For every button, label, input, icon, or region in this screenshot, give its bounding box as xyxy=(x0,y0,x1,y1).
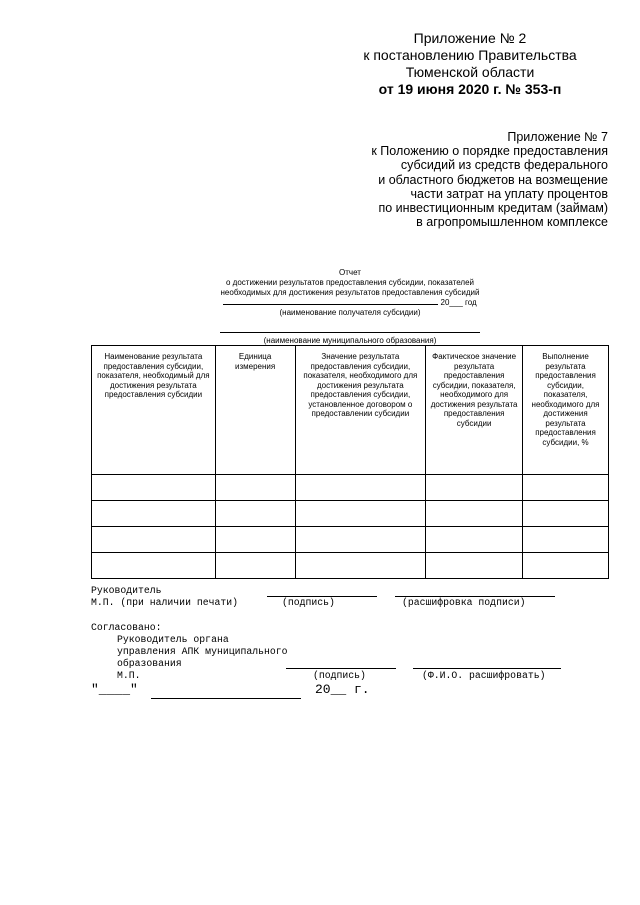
recipient-caption: (наименование получателя субсидии) xyxy=(279,308,421,317)
approval-date-open: "____" xyxy=(91,682,138,697)
appendix-7-line-5: части затрат на уплату процентов xyxy=(410,186,608,201)
table-cell[interactable] xyxy=(295,475,426,501)
appendix-7-line-4: и областного бюджетов на возмещение xyxy=(378,172,608,187)
table-cell[interactable] xyxy=(215,527,295,553)
report-subtitle-1: о достижении результатов предоставления субсидии, показателей xyxy=(225,278,474,287)
header-target-value: Значение результата предоставления субсидии, показателя, необходимого для достижения результата предоставления субсидии, установленное договором о предоставлении субсидии xyxy=(295,346,426,475)
approval-sign-line[interactable] xyxy=(286,668,396,669)
appendix-7-line-7: в агропромышленном комплексе xyxy=(416,215,608,230)
approval-line-1: Руководитель органа xyxy=(117,634,229,645)
approval-stamp: М.П. xyxy=(117,670,141,681)
table-cell[interactable] xyxy=(295,501,426,527)
approval-line-3: образования xyxy=(117,658,182,669)
appendix-2-date-line: от 19 июня 2020 г. № 353-п xyxy=(378,81,562,97)
table-cell[interactable] xyxy=(92,527,216,553)
table-cell[interactable] xyxy=(92,501,216,527)
table-cell[interactable] xyxy=(215,553,295,579)
head-stamp-label: М.П. (при наличии печати) xyxy=(91,597,238,608)
appendix-7-line-6: по инвестиционным кредитам (займам) xyxy=(378,201,608,216)
approval-name-line[interactable] xyxy=(413,668,561,669)
table-row xyxy=(92,553,609,579)
table-cell[interactable] xyxy=(523,501,609,527)
appendix-2-line-2: к постановлению Правительства xyxy=(363,47,577,63)
table-cell[interactable] xyxy=(92,553,216,579)
approval-name-caption: (Ф.И.О. расшифровать) xyxy=(422,670,546,681)
head-signature-block xyxy=(91,585,611,613)
table-row xyxy=(92,527,609,553)
table-cell[interactable] xyxy=(426,501,523,527)
header-unit: Единица измерения xyxy=(215,346,295,475)
approval-title: Согласовано: xyxy=(91,622,162,633)
report-heading xyxy=(0,268,640,346)
report-year: 20___ год xyxy=(440,298,477,307)
table-cell[interactable] xyxy=(426,475,523,501)
table-row xyxy=(92,475,609,501)
report-table xyxy=(91,345,609,579)
header-result-name: Наименование результата предоставления субсидии, показателя, необходимый для достижения результата предоставления субсидии xyxy=(92,346,216,475)
recipient-blank xyxy=(223,304,438,305)
table-cell[interactable] xyxy=(523,527,609,553)
head-sign-caption: (подпись) xyxy=(282,597,335,608)
municipality-caption: (наименование муниципального образования) xyxy=(263,336,437,345)
table-cell[interactable] xyxy=(426,527,523,553)
appendix-7-line-1: Приложение № 7 xyxy=(507,130,608,144)
table-cell[interactable] xyxy=(92,475,216,501)
appendix-7-line-3: субсидий из средств федерального xyxy=(400,158,608,173)
table-cell[interactable] xyxy=(215,501,295,527)
approval-sign-caption: (подпись) xyxy=(313,670,366,681)
table-cell[interactable] xyxy=(295,527,426,553)
header-actual-value: Фактическое значение результата предоставления субсидии, показателя, необходимого для достижения результата предоставления субсидии xyxy=(426,346,523,475)
table-header-row xyxy=(92,346,609,475)
approval-date-line[interactable] xyxy=(151,698,301,699)
appendix-2-header xyxy=(350,30,590,98)
approval-block xyxy=(91,622,611,702)
appendix-2-title: Приложение № 2 xyxy=(413,30,527,46)
head-decode-caption: (расшифровка подписи) xyxy=(402,597,526,608)
report-subtitle-2: необходимых для достижения результатов предоставления субсидий xyxy=(220,288,480,297)
appendix-7-header xyxy=(368,130,608,229)
municipality-line xyxy=(0,324,640,336)
head-label: Руководитель xyxy=(91,585,162,596)
appendix-2-line-3: Тюменской области xyxy=(405,64,535,80)
table-row xyxy=(92,501,609,527)
report-title: Отчет xyxy=(339,268,361,277)
table-cell[interactable] xyxy=(295,553,426,579)
approval-date-year: 20__ г. xyxy=(315,682,370,697)
table-cell[interactable] xyxy=(215,475,295,501)
table-cell[interactable] xyxy=(426,553,523,579)
recipient-line xyxy=(0,298,640,308)
appendix-7-line-2: к Положению о порядке предоставления xyxy=(371,144,608,159)
header-completion: Выполнение результата предоставления субсидии, показателя, необходимого для достижения результата предоставления субсидии, % xyxy=(523,346,609,475)
table-cell[interactable] xyxy=(523,553,609,579)
table-cell[interactable] xyxy=(523,475,609,501)
approval-line-2: управления АПК муниципального xyxy=(117,646,288,657)
municipality-blank xyxy=(220,324,480,333)
